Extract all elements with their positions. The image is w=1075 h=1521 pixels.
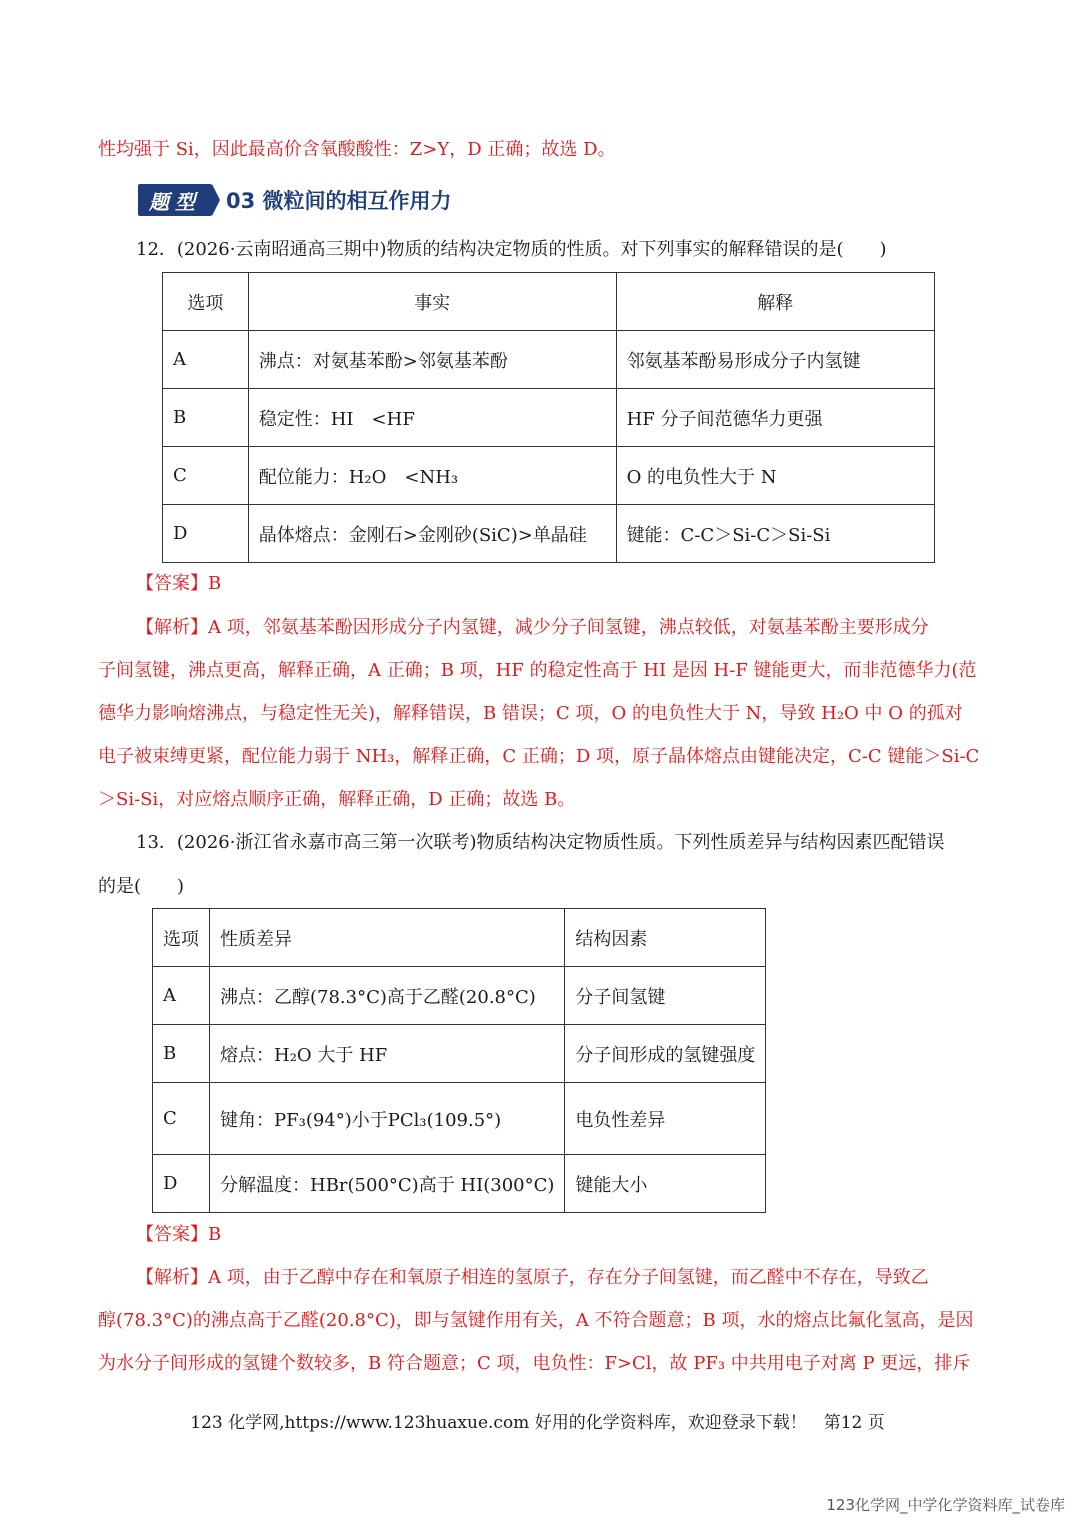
table-cell: 晶体熔点：金刚石>金刚砂(SiC)>单晶硅 (248, 505, 616, 563)
q12-table (162, 272, 935, 563)
table-cell: C (163, 447, 249, 505)
table-cell: 配位能力：H₂O <NH₃ (248, 447, 616, 505)
section-tag: 题型 (138, 184, 212, 216)
q13-analysis-line: 【解析】A 项，由于乙醇中存在和氧原子相连的氢原子，存在分子间氢键，而乙醛中不存在，导致乙 (136, 1267, 929, 1288)
table-cell: D (153, 1155, 210, 1213)
table-cell: B (153, 1025, 210, 1083)
table-cell: 分子间氢键 (565, 967, 766, 1025)
q13-table (152, 908, 766, 1213)
q13-answer: 【答案】B (136, 1224, 222, 1245)
table-cell: 沸点：乙醇(78.3°C)高于乙醛(20.8°C) (210, 967, 565, 1025)
q12-answer: 【答案】B (136, 573, 222, 594)
q13-analysis-line: 醇(78.3°C)的沸点高于乙醛(20.8°C)，即与氢键作用有关，A 不符合题意；B 项，水的熔点比氟化氢高，是因 (98, 1310, 974, 1331)
table-row (163, 389, 935, 447)
table-cell: 键能大小 (565, 1155, 766, 1213)
table-row (153, 1155, 766, 1213)
table-row (153, 967, 766, 1025)
q12-analysis-line: 德华力影响熔沸点，与稳定性无关)，解释错误，B 错误；C 项，O 的电负性大于 N，导致 H₂O 中 O 的孤对 (98, 703, 963, 724)
table-cell: HF 分子间范德华力更强 (616, 389, 934, 447)
table-cell: A (153, 967, 210, 1025)
watermark: 123化学网_中学化学资料库_试卷库 (826, 1496, 1065, 1514)
table-header: 事实 (248, 273, 616, 331)
table-cell: 稳定性：HI <HF (248, 389, 616, 447)
table-cell: O 的电负性大于 N (616, 447, 934, 505)
table-row (153, 1083, 766, 1155)
table-header: 解释 (616, 273, 934, 331)
table-cell: 分子间形成的氢键强度 (565, 1025, 766, 1083)
table-cell: 熔点：H₂O 大于 HF (210, 1025, 565, 1083)
table-cell: A (163, 331, 249, 389)
table-row (163, 447, 935, 505)
table-header: 性质差异 (210, 909, 565, 967)
table-row (163, 331, 935, 389)
q13-stem: 13．(2026·浙江省永嘉市高三第一次联考)物质结构决定物质性质。下列性质差异与结构因素匹配错误 (136, 832, 945, 853)
table-cell: 键角：PF₃(94°)小于PCl₃(109.5°) (210, 1083, 565, 1155)
table-cell: C (153, 1083, 210, 1155)
table-cell: B (163, 389, 249, 447)
table-cell: 键能：C-C＞Si-C＞Si-Si (616, 505, 934, 563)
table-header: 选项 (163, 273, 249, 331)
section-banner (138, 183, 452, 217)
q12-stem: 12．(2026·云南昭通高三期中)物质的结构决定物质的性质。对下列事实的解释错误的是( ) (136, 239, 887, 260)
table-cell: 分解温度：HBr(500°C)高于 HI(300°C) (210, 1155, 565, 1213)
table-cell: D (163, 505, 249, 563)
continuation-line: 性均强于 Si，因此最高价含氧酸酸性：Z>Y，D 正确；故选 D。 (98, 139, 616, 160)
table-row (153, 1025, 766, 1083)
table-cell: 邻氨基苯酚易形成分子内氢键 (616, 331, 934, 389)
page-footer: 123 化学网,https://www.123huaxue.com 好用的化学资料库，欢迎登录下载！ 第12 页 (190, 1413, 885, 1433)
q12-analysis-line: 【解析】A 项，邻氨基苯酚因形成分子内氢键，减少分子间氢键，沸点较低，对氨基苯酚主要形成分 (136, 617, 929, 638)
section-title: 03 微粒间的相互作用力 (226, 189, 452, 213)
q13-analysis-line: 为水分子间形成的氢键个数较多，B 符合题意；C 项，电负性：F>Cl，故 PF₃ 中共用电子对离 P 更远，排斥 (98, 1353, 971, 1374)
table-header-row (153, 909, 766, 967)
q13-stem-cont: 的是( ) (98, 876, 185, 897)
table-header: 选项 (153, 909, 210, 967)
table-row (163, 505, 935, 563)
table-header: 结构因素 (565, 909, 766, 967)
q12-analysis-line: 电子被束缚更紧，配位能力弱于 NH₃，解释正确，C 正确；D 项，原子晶体熔点由键能决定，C-C 键能＞Si-C (98, 746, 980, 767)
q12-analysis-line: ＞Si-Si，对应熔点顺序正确，解释正确，D 正确；故选 B。 (98, 789, 576, 810)
table-cell: 沸点：对氨基苯酚>邻氨基苯酚 (248, 331, 616, 389)
table-cell: 电负性差异 (565, 1083, 766, 1155)
q12-analysis-line: 子间氢键，沸点更高，解释正确，A 正确；B 项，HF 的稳定性高于 HI 是因 H-F 键能更大，而非范德华力(范 (98, 660, 977, 681)
table-header-row (163, 273, 935, 331)
